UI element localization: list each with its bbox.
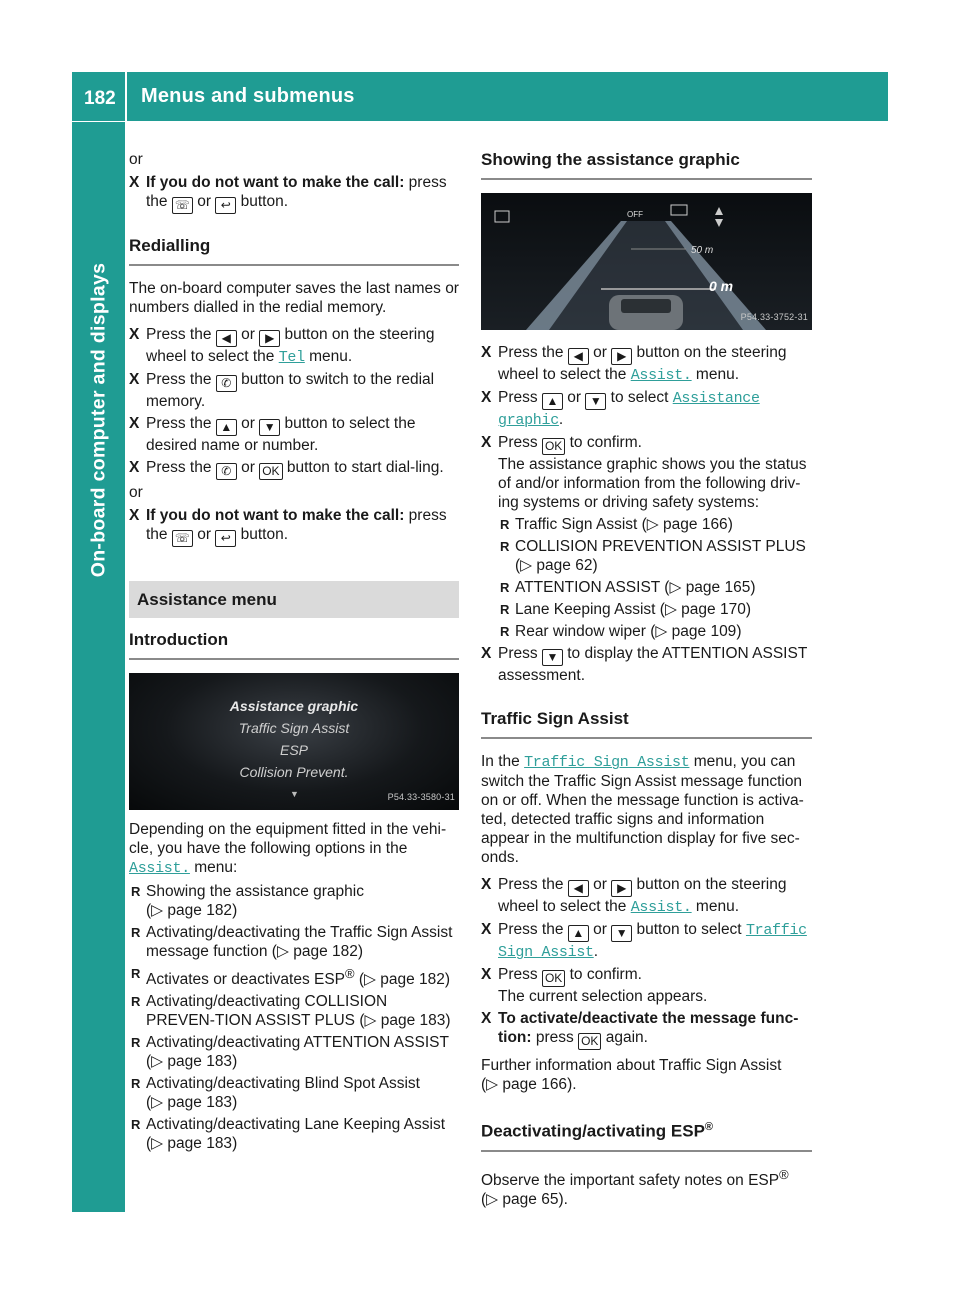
page-ref[interactable]: page 183 xyxy=(167,1135,233,1153)
assist-menu-name: Assist. xyxy=(630,899,692,916)
step-text: button on the steering wheel to select the xyxy=(498,876,787,915)
graphic-step-3 xyxy=(481,433,812,512)
off-label: OFF xyxy=(627,210,643,219)
step-text: Press the xyxy=(498,344,568,361)
step-text: to select xyxy=(606,389,673,406)
or-text: or xyxy=(129,151,143,168)
see-icon: ▷ xyxy=(276,943,289,960)
step-text: button to switch to the redial memory. xyxy=(146,371,435,410)
introduction-heading: Introduction xyxy=(129,630,459,660)
tsa-intro-text: In the xyxy=(481,753,525,770)
step-text: again. xyxy=(601,1029,648,1046)
step-text: or xyxy=(236,459,260,476)
right-arrow-icon: ▶ xyxy=(611,348,632,365)
list-item: R Showing the assistance graphic (▷ page 182) xyxy=(129,882,459,920)
ok-icon: OK xyxy=(578,1033,601,1050)
redial-intro: The on-board computer saves the last names or numbers dialled in the redial memory. xyxy=(129,280,459,316)
assistance-menu-heading: Assistance menu xyxy=(129,581,459,618)
page-ref[interactable]: page 109 xyxy=(671,623,737,640)
list-item-text: Activating/deactivating COLLISION PREVEN-TION ASSIST PLUS xyxy=(146,993,388,1030)
step-text: or xyxy=(192,526,216,543)
screen-menu-item: Collision Prevent. xyxy=(239,764,349,780)
hang-up-icon: ☏ xyxy=(172,197,193,214)
page-ref[interactable]: page 165 xyxy=(685,579,751,596)
list-item: R Rear window wiper (▷ page 109) xyxy=(498,622,812,641)
list-item-text: COLLISION PREVENTION ASSIST PLUS xyxy=(515,538,806,555)
hang-up-icon: ☏ xyxy=(172,530,193,547)
ok-icon: OK xyxy=(259,463,282,480)
list-item: R Lane Keeping Assist (▷ page 170) xyxy=(498,600,812,619)
tsa-step-3 xyxy=(481,965,812,1006)
up-arrow-icon: ▲ xyxy=(216,419,237,436)
list-item: R Activates or deactivates ESP® (▷ page 182) xyxy=(129,964,459,989)
step-text: Press the xyxy=(498,876,568,893)
tsa-step-4 xyxy=(481,1009,812,1050)
step-text: Press the xyxy=(146,415,216,432)
step-text: to confirm. xyxy=(565,434,642,451)
section-header xyxy=(127,72,888,121)
graphic-step-4 xyxy=(481,644,812,685)
up-arrow-icon: ▲ xyxy=(542,393,563,410)
redial-step-2 xyxy=(129,370,459,411)
registered-mark: ® xyxy=(779,1166,789,1182)
step-text: press xyxy=(531,1029,579,1046)
see-icon: ▷ xyxy=(655,623,668,640)
step-text: Press xyxy=(498,434,542,451)
assistance-graphic-menu-name: Assistance graphic xyxy=(498,390,760,429)
list-item-text: Activates or deactivates ESP xyxy=(146,971,346,989)
list-item: R Activating/deactivating the Traffic Sign Assist message function (▷ page 182) xyxy=(129,923,459,961)
down-arrow-icon: ▼ xyxy=(611,925,632,942)
step-text: Press the xyxy=(146,326,216,343)
step-text: menu. xyxy=(691,366,740,383)
see-icon: ▷ xyxy=(364,1012,377,1030)
redialling-heading: Redialling xyxy=(129,236,459,266)
list-item: R COLLISION PREVENTION ASSIST PLUS (▷ page 62) xyxy=(498,537,812,575)
page-ref[interactable]: page 183 xyxy=(167,1053,233,1071)
intro-text xyxy=(129,820,459,878)
step-text: Press the xyxy=(146,371,216,388)
list-item: R Activating/deactivating Lane Keeping Assist (▷ page 183) xyxy=(129,1115,459,1153)
step-text: or xyxy=(236,326,260,343)
see-icon: ▷ xyxy=(646,516,659,533)
down-arrow-icon: ▼ xyxy=(585,393,606,410)
phone-icon: ✆ xyxy=(216,375,237,392)
see-icon: ▷ xyxy=(486,1190,499,1208)
tsa-step-2: X Press the ▲ or ▼ button to select Traffic Sign Assist. xyxy=(481,920,812,962)
see-icon: ▷ xyxy=(486,1076,499,1093)
page-ref[interactable]: page 183 xyxy=(167,1094,233,1112)
see-icon: ▷ xyxy=(364,971,376,989)
see-icon: ▷ xyxy=(151,902,164,919)
graphic-step-2: X Press ▲ or ▼ to select Assistance graphic. xyxy=(481,388,812,430)
further-info: Further information about Traffic Sign Assist (▷ page 166). xyxy=(481,1057,782,1093)
page-number: 182 xyxy=(84,88,116,109)
back-icon: ↩ xyxy=(215,530,236,547)
or-text: or xyxy=(129,484,143,501)
page-number-box xyxy=(72,72,125,121)
page-ref[interactable]: page 183 xyxy=(380,1012,446,1030)
down-arrow-icon: ▼ xyxy=(542,649,563,666)
tel-menu-name: Tel xyxy=(278,349,305,366)
screen-menu-item: Traffic Sign Assist xyxy=(238,720,350,736)
assistance-graphic-heading: Showing the assistance graphic xyxy=(481,150,812,180)
step-bold: If you do not want to make the call: xyxy=(146,174,405,191)
distance-label: 0 m xyxy=(709,278,734,294)
right-column xyxy=(481,150,812,1213)
back-icon: ↩ xyxy=(215,197,236,214)
assistance-graphic-screenshot xyxy=(481,193,812,330)
phone-icon: ✆ xyxy=(216,463,237,480)
esp-heading-text: Deactivating/activating ESP xyxy=(481,1121,705,1141)
esp-heading xyxy=(481,1118,812,1152)
step-text: Press the xyxy=(498,921,568,938)
list-item: R Activating/deactivating Blind Spot Assist (▷ page 183) xyxy=(129,1074,459,1112)
list-item-text: Activating/deactivating ATTENTION ASSIST xyxy=(146,1034,449,1052)
left-arrow-icon: ◀ xyxy=(568,348,589,365)
page-ref[interactable]: page 166 xyxy=(502,1076,568,1093)
list-item: R Traffic Sign Assist (▷ page 166) xyxy=(498,515,812,534)
step-text: Press the xyxy=(146,459,216,476)
see-icon: ▷ xyxy=(151,1094,164,1112)
step-text: button. xyxy=(236,193,289,210)
list-item-text: Activating/deactivating Blind Spot Assist xyxy=(146,1075,420,1093)
registered-mark: ® xyxy=(345,966,355,981)
step-text: button on the steering wheel to select the xyxy=(498,344,787,383)
step-text: button to select the desired name or number. xyxy=(146,415,416,454)
step-text: button. xyxy=(236,526,289,543)
image-code: P54.33-3580-31 xyxy=(387,792,455,802)
esp-text-body: Observe the important safety notes on ESP xyxy=(481,1171,780,1189)
list-item-text: Activating/deactivating Lane Keeping Assist xyxy=(146,1116,445,1134)
tsa-intro xyxy=(481,752,812,867)
step-bold: If you do not want to make the call: xyxy=(146,507,405,524)
list-item: R ATTENTION ASSIST (▷ page 165) xyxy=(498,578,812,597)
step-text: Press xyxy=(498,645,542,662)
step-no-call xyxy=(129,173,459,214)
ok-icon: OK xyxy=(542,970,565,987)
see-icon: ▷ xyxy=(520,557,533,574)
left-arrow-icon: ◀ xyxy=(216,330,237,347)
intro-text-body: Depending on the equipment fitted in the vehi-cle, you have the following options in the xyxy=(129,821,447,857)
assist-menu-name: Assist. xyxy=(129,860,190,877)
step-text: the xyxy=(146,193,168,210)
list-item-text: Rear window wiper xyxy=(515,623,646,640)
tsa-menu-name: Traffic Sign Assist xyxy=(498,922,807,961)
see-icon: ▷ xyxy=(151,1053,164,1071)
image-code: P54.33-3752-31 xyxy=(740,312,808,322)
see-icon: ▷ xyxy=(151,1135,164,1153)
list-item: R Activating/deactivating ATTENTION ASSIST (▷ page 183) xyxy=(129,1033,459,1071)
step-text: the xyxy=(146,526,168,543)
step-text: button on the steering wheel to select the xyxy=(146,326,435,365)
up-arrow-icon: ▲ xyxy=(568,925,589,942)
step-text: or xyxy=(192,193,216,210)
down-arrow-icon: ▼ xyxy=(259,419,280,436)
step-text: or xyxy=(562,389,586,406)
see-icon: ▷ xyxy=(669,579,682,596)
step-text: menu. xyxy=(304,348,353,365)
step-text: or xyxy=(588,921,612,938)
redial-step-4 xyxy=(129,458,459,480)
assistance-menu-screenshot xyxy=(129,673,459,810)
step-text: menu. xyxy=(691,898,740,915)
step-text: press xyxy=(404,174,447,191)
see-icon: ▷ xyxy=(664,601,677,618)
redial-step-1 xyxy=(129,325,459,367)
step-text: Press xyxy=(498,389,542,406)
further-info-text: Further information about Traffic Sign Assist xyxy=(481,1057,782,1074)
systems-list xyxy=(481,515,812,641)
step-text: button to select xyxy=(632,921,746,938)
tsa-menu-name: Traffic Sign Assist xyxy=(524,754,690,771)
page-ref[interactable]: page 170 xyxy=(681,601,746,618)
sidebar-label: On-board computer and displays xyxy=(87,262,110,578)
list-item-text: Lane Keeping Assist xyxy=(515,601,656,618)
step-text: to confirm. xyxy=(565,966,642,983)
step-no-call-2 xyxy=(129,506,459,547)
step-text: or xyxy=(588,876,612,893)
step-text: press xyxy=(404,507,447,524)
step-text: to display the ATTENTION ASSIST assessment. xyxy=(498,645,808,684)
tsa-intro-text: menu, you can switch the Traffic Sign Assist message function on or off. When the message function is activa-ted, detected traffic signs and information appear in the multifunction display for five sec-onds. xyxy=(481,753,804,866)
left-column xyxy=(129,150,459,1156)
page-ref[interactable]: page 65 xyxy=(502,1190,559,1208)
scroll-down-icon: ▼ xyxy=(290,789,299,799)
left-arrow-icon: ◀ xyxy=(568,880,589,897)
step-bold: To activate/deactivate the message func-tion: xyxy=(498,1010,799,1046)
screen-menu-item: ESP xyxy=(279,742,308,758)
tsa-step-1 xyxy=(481,875,812,917)
page-ref[interactable]: page 166 xyxy=(663,516,728,533)
screen-menu-item: Assistance graphic xyxy=(229,698,359,714)
intro-text-end: menu: xyxy=(189,859,238,876)
list-item-text: Traffic Sign Assist xyxy=(515,516,638,533)
page-ref[interactable]: page 182 xyxy=(167,902,233,919)
distance-label: 50 m xyxy=(691,245,714,256)
right-arrow-icon: ▶ xyxy=(611,880,632,897)
redial-step-3 xyxy=(129,414,459,455)
list-item: R Activating/deactivating COLLISION PREVEN-TION ASSIST PLUS (▷ page 183) xyxy=(129,992,459,1030)
list-item-text: Showing the assistance graphic xyxy=(146,883,364,900)
right-arrow-icon: ▶ xyxy=(259,330,280,347)
step-text: or xyxy=(588,344,612,361)
page-ref[interactable]: page 182 xyxy=(293,943,358,960)
step-text: or xyxy=(236,415,260,432)
page-ref[interactable]: page 62 xyxy=(536,557,593,574)
graphic-step-1 xyxy=(481,343,812,385)
ok-icon: OK xyxy=(542,438,565,455)
section-title: Menus and submenus xyxy=(141,85,355,107)
step-description: The assistance graphic shows you the status of and/or information from the following driv-ing systems or driving safety systems: xyxy=(498,456,807,511)
registered-mark: ® xyxy=(704,1121,714,1133)
assist-menu-name: Assist. xyxy=(630,367,692,384)
traffic-sign-assist-heading: Traffic Sign Assist xyxy=(481,709,812,739)
step-text: button to start dial-ling. xyxy=(282,459,444,476)
step-description: The current selection appears. xyxy=(498,988,708,1005)
esp-text: Observe the important safety notes on ESP® (▷ page 65). xyxy=(481,1166,789,1208)
page-ref[interactable]: page 182 xyxy=(380,971,445,989)
list-item-text: Activating/deactivating the Traffic Sign Assist message function xyxy=(146,924,453,960)
list-item-text: ATTENTION ASSIST xyxy=(515,579,660,596)
step-text: Press xyxy=(498,966,542,983)
